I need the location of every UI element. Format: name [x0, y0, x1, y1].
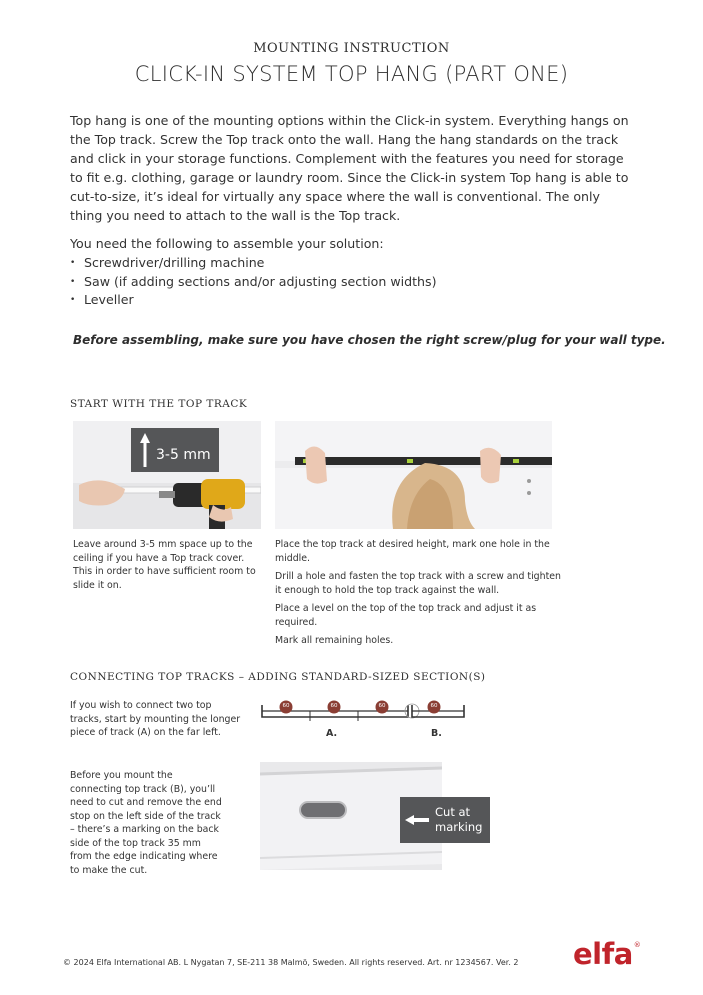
track-b-label: B. — [431, 728, 442, 739]
rail-mark: 60 — [430, 703, 438, 709]
cut-instruction-text: Before you mount the connecting top track (B), you’ll need to cut and remove the end stop on the left side of the track – there’s a marking on the back side of the top track 35 mm from the edge indicating where to make the cut. — [70, 770, 222, 876]
arrow-left-icon — [404, 814, 430, 826]
footer-copyright: © 2024 Elfa International AB. L Nygatan 7, SE-211 38 Malmö, Sweden. All rights reserved. Art. nr 1234567. Ver. 2 — [63, 958, 519, 967]
clearance-label: 3-5 mm — [156, 447, 211, 463]
arrow-up-icon — [139, 432, 151, 468]
rail-mark: 60 — [378, 703, 386, 709]
cut-marking-badge — [400, 797, 490, 843]
document-kicker: MOUNTING INSTRUCTION — [253, 41, 450, 56]
track-a-label: A. — [326, 728, 338, 739]
logo-wordmark: elfa — [573, 937, 633, 971]
clearance-badge — [131, 428, 219, 472]
section-heading-connecting: CONNECTING TOP TRACKS – ADDING STANDARD-SIZED SECTION(S) — [70, 671, 486, 683]
cut-marking-label: Cut at marking — [435, 805, 483, 834]
needs-title: You need the following to assemble your solution: — [70, 236, 384, 251]
needs-list — [70, 254, 437, 310]
connecting-intro-text: If you wish to connect two top tracks, start by mounting the longer piece of track (A) on the far left. — [70, 700, 241, 738]
clearance-caption: Leave around 3-5 mm space up to the ceiling if you have a Top track cover. This in order to have sufficient room to slide it on. — [73, 539, 256, 591]
leveling-photo — [275, 421, 552, 529]
step-text: Place the top track at desired height, mark one hole in the middle. — [275, 539, 550, 564]
step-text: Drill a hole and fasten the top track with a screw and tighten it enough to hold the top track against the wall. — [275, 571, 561, 596]
intro-paragraph: Top hang is one of the mounting options within the Click-in system. Everything hangs on the Top track. Screw the Top track onto the wall. Hang the hang standards on the track and click in your storage functions. Complement with the features you need for storage to fit e.g. clothing, garage or laundry room. Since the Click-in system Top hang is able to cut-to-size, it’s ideal for virtually any space where the wall is conventional. The only thing you need to attach to the wall is the Top track. — [70, 113, 629, 223]
section-heading-top-track: START WITH THE TOP TRACK — [70, 398, 248, 410]
step-text: Place a level on the top of the top track and adjust it as required. — [275, 603, 537, 628]
warning-note: Before assembling, make sure you have chosen the right screw/plug for your wall type. — [73, 333, 666, 347]
mounting-steps — [275, 538, 565, 653]
list-item: • Leveller — [70, 291, 437, 310]
registered-mark: ® — [633, 941, 641, 949]
leveling-illustration — [275, 421, 552, 529]
step-text: Mark all remaining holes. — [275, 635, 394, 646]
rail-mark: 60 — [282, 703, 290, 709]
intro-text — [70, 111, 630, 225]
list-item: • Saw (if adding sections and/or adjusting section widths) — [70, 273, 437, 292]
page-title: CLICK-IN SYSTEM TOP HANG (PART ONE) — [134, 62, 569, 86]
list-item: • Screwdriver/drilling machine — [70, 254, 437, 273]
rail-mark: 60 — [330, 703, 338, 709]
elfa-logo — [573, 937, 640, 971]
